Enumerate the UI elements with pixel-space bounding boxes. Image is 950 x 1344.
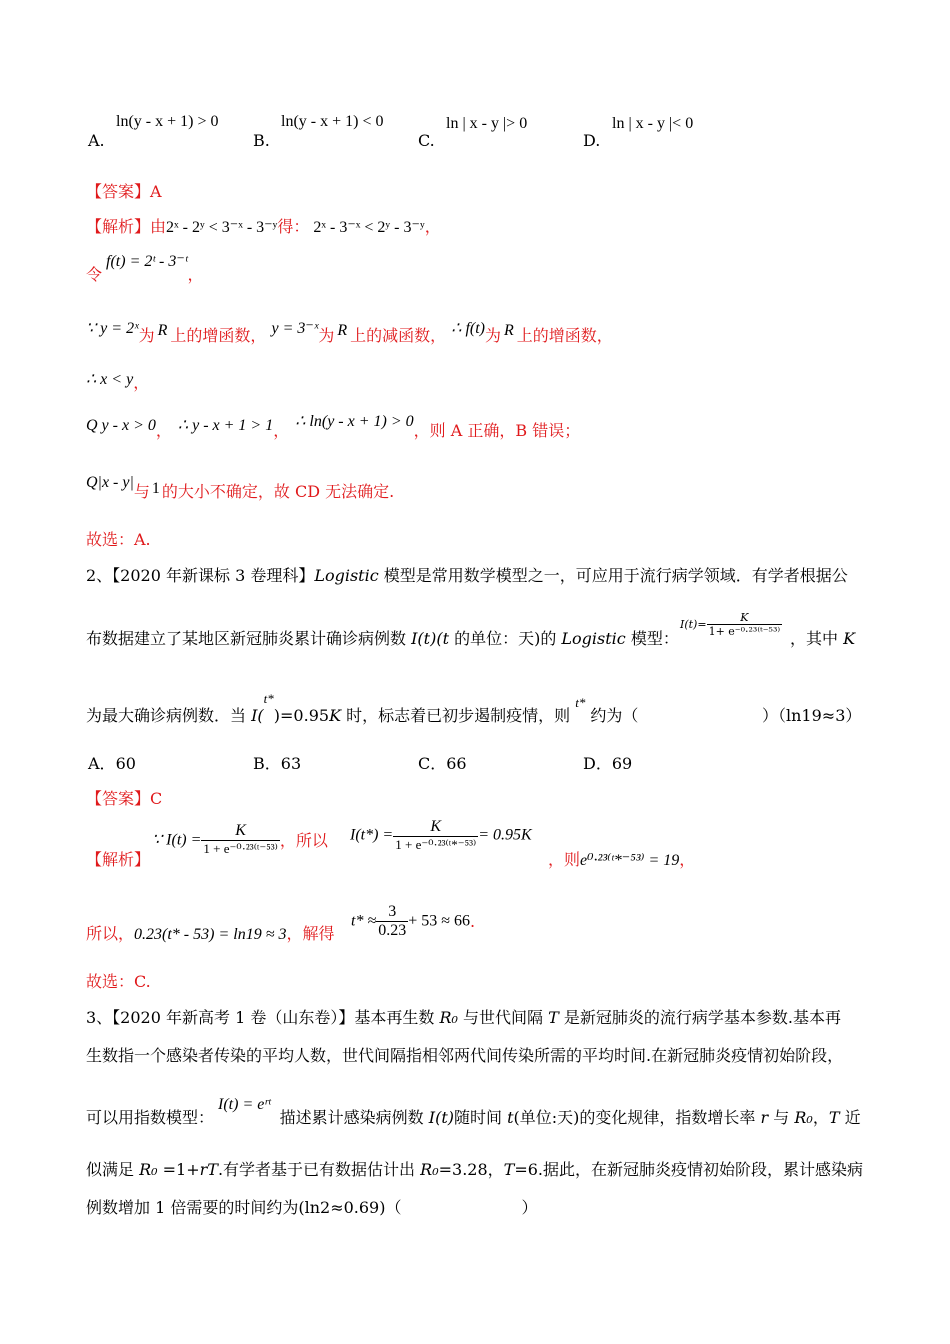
analysis-text: 由 xyxy=(150,217,167,236)
question-text: ，其中 xyxy=(790,629,844,648)
analysis-text: 令 xyxy=(86,265,103,284)
fraction xyxy=(376,903,408,940)
analysis-text: 为 xyxy=(138,326,155,345)
q2-analysis-label: 【解析】 xyxy=(86,850,151,869)
q2-intro-line3-tail: ）（ln19≈3） xyxy=(762,706,862,725)
math-expr: 1 xyxy=(151,480,160,497)
option-letter: A． xyxy=(88,754,116,773)
analysis-text: 为 xyxy=(485,326,502,345)
math-expr: f(t) = 2ᵗ - 3⁻ᵗ xyxy=(106,253,188,270)
q1-option-c-letter: C. xyxy=(418,131,435,150)
q3-line5 xyxy=(86,1195,538,1218)
analysis-text: 上的减函数， xyxy=(350,326,447,345)
fraction xyxy=(707,611,783,638)
q1-option-a-letter: A. xyxy=(88,131,105,150)
analysis-text: 所以， xyxy=(86,924,135,943)
question-text: K xyxy=(329,706,342,725)
q1-analysis-line3 xyxy=(86,320,613,346)
option-letter: B． xyxy=(253,754,281,773)
question-text: 例数增加 1 倍需要的时间约为(ln2≈0.69)（ xyxy=(86,1198,402,1217)
q3-line3 xyxy=(86,1096,861,1128)
math-expr: R xyxy=(157,322,168,339)
question-text: 3、【2020 年新高考 1 卷（山东卷）】基本再生数 xyxy=(86,1008,440,1027)
question-text: T xyxy=(503,1160,515,1179)
fraction xyxy=(201,822,279,857)
analysis-text: 为 xyxy=(318,326,335,345)
question-text: =6.据此，在新冠肺炎疫情初始阶段，累计感染病 xyxy=(514,1160,864,1179)
option-letter: C． xyxy=(418,754,447,773)
q2-analysis-line2 xyxy=(86,921,334,944)
question-text: r xyxy=(760,1108,769,1127)
fraction xyxy=(393,818,478,853)
analysis-text: ， xyxy=(273,421,290,440)
question-text: 2、【2020 年新课标 3 卷理科】 xyxy=(86,566,315,585)
q2-analysis-solution xyxy=(351,903,475,940)
option-value: 69 xyxy=(611,754,633,773)
analysis-text: ， xyxy=(133,373,150,392)
question-text: =1+ xyxy=(157,1160,200,1179)
math-expr: + 53 ≈ 66 xyxy=(408,912,471,930)
fraction-numerator: 3 xyxy=(376,903,408,922)
question-text: =3.28， xyxy=(438,1160,504,1179)
q1-analysis-line1 xyxy=(86,214,441,237)
q1-analysis-line5 xyxy=(86,413,581,441)
math-expr: R xyxy=(337,322,348,339)
question-text: 与 xyxy=(768,1108,795,1127)
question-text: ， xyxy=(812,1108,829,1127)
analysis-text: ， xyxy=(679,850,696,869)
question-text: 似满足 xyxy=(86,1160,140,1179)
math-expr: 0.23(t* - 53) = ln19 ≈ 3 xyxy=(134,926,287,943)
q1-answer: 【答案】A xyxy=(86,182,162,201)
q3-line1 xyxy=(86,1005,841,1028)
q1-option-d-letter: D. xyxy=(583,131,601,150)
q1-option-b-letter: B. xyxy=(253,131,270,150)
question-text: )=0.95 xyxy=(273,706,330,725)
question-text: Logistic xyxy=(314,566,379,585)
question-text: T xyxy=(548,1008,559,1027)
fraction-denominator: 1 + e⁻⁰·²³⁽ᵗ*⁻⁵³⁾ xyxy=(395,837,477,852)
question-text: ） xyxy=(521,1198,538,1217)
q1-choose: 故选：A. xyxy=(86,530,151,549)
fraction-numerator: K xyxy=(201,822,279,841)
question-text: I(t)(t xyxy=(411,629,449,648)
fraction-denominator: 0.23 xyxy=(378,922,407,939)
question-text: R₀ xyxy=(439,1008,458,1027)
fraction-numerator: K xyxy=(707,611,783,625)
option-value: 60 xyxy=(115,754,136,773)
q1-option-b-expr: ln(y - x + 1) < 0 xyxy=(281,113,384,130)
q2-intro-line1 xyxy=(86,563,848,586)
question-text: 约为（ xyxy=(585,706,639,725)
question-text: 随时间 xyxy=(454,1108,508,1127)
q2-analysis-formula1 xyxy=(152,822,328,857)
q2-intro-line2-tail xyxy=(790,626,855,649)
question-text: 布数据建立了某地区新冠肺炎累计确诊病例数 xyxy=(86,629,412,648)
option-letter: D． xyxy=(583,754,612,773)
option-value: 66 xyxy=(446,754,467,773)
question-text: 描述累计感染病例数 xyxy=(274,1108,429,1127)
question-text: I(t) xyxy=(428,1108,455,1127)
q3-line4 xyxy=(86,1157,863,1180)
analysis-text: ， xyxy=(155,421,172,440)
math-expr: ∴ x < y xyxy=(86,371,134,388)
question-text: 时，标志着已初步遏制疫情，则 xyxy=(341,706,576,725)
math-expr: ∴ f(t) xyxy=(451,320,485,337)
q2-option-a xyxy=(88,751,136,774)
question-text: R₀ xyxy=(139,1160,158,1179)
math-expr: R xyxy=(504,322,514,339)
analysis-text: ，则 xyxy=(548,850,581,869)
question-text: 的单位：天)的 xyxy=(449,629,562,648)
math-expr: ∴ ln(y - x + 1) > 0 xyxy=(295,413,414,430)
question-text: t xyxy=(507,1108,514,1127)
q1-analysis-line6 xyxy=(86,474,395,502)
question-text: T xyxy=(828,1108,840,1127)
analysis-text: ，则 A 正确，B 错误； xyxy=(413,421,581,440)
question-text: Logistic xyxy=(561,629,626,648)
question-text: R₀ xyxy=(794,1108,813,1127)
analysis-text: 上的增函数， xyxy=(516,326,613,345)
fraction-denominator: 1 + e⁻⁰·²³⁽ᵗ⁻⁵³⁾ xyxy=(203,841,278,856)
math-expr: = 0.95K xyxy=(478,826,532,844)
q3-line2: 生数指一个感染者传染的平均人数，世代间隔指相邻两代间传染所需的平均时间.在新冠肺炎疫情初始阶段， xyxy=(86,1046,844,1065)
q2-choose: 故选：C. xyxy=(86,972,151,991)
math-expr: I(t*) = xyxy=(350,826,394,844)
q2-intro-line2 xyxy=(86,626,679,649)
math-expr: 2ˣ - 3⁻ˣ < 2ʸ - 3⁻ʸ xyxy=(313,219,425,236)
analysis-text: . xyxy=(470,912,476,931)
question-text: 为最大确诊病例数．当 xyxy=(86,706,252,725)
q1-option-c-expr: ln | x - y |> 0 xyxy=(446,115,528,132)
question-text: 模型是常用数学模型之一，可应用于流行病学领域．有学者根据公 xyxy=(378,566,848,585)
q2-analysis-formula2 xyxy=(350,818,532,853)
question-text: I( xyxy=(251,706,264,725)
math-expr: ∴ y - x + 1 > 1 xyxy=(177,417,274,434)
fraction-numerator: K xyxy=(393,818,478,837)
q2-option-c xyxy=(418,751,467,774)
q1-option-a-expr: ln(y - x + 1) > 0 xyxy=(116,113,219,130)
analysis-text: 得： xyxy=(277,217,310,236)
q2-model-formula xyxy=(680,611,782,638)
analysis-text: ， xyxy=(187,265,204,284)
question-text: 是新冠肺炎的流行病学基本参数.基本再 xyxy=(558,1008,841,1027)
analysis-text: ， xyxy=(424,217,441,236)
question-text: 近 xyxy=(839,1108,861,1127)
math-expr: ∵ y = 2ˣ xyxy=(86,320,139,337)
question-text: R₀ xyxy=(420,1160,439,1179)
q2-intro-line3 xyxy=(86,691,639,726)
question-text: K xyxy=(843,629,856,648)
analysis-text: ，解得 xyxy=(286,924,335,943)
q1-analysis-line2 xyxy=(86,253,204,285)
analysis-label: 【解析】 xyxy=(86,217,151,236)
math-expr: I(t)= xyxy=(680,618,707,631)
question-text: 模型： xyxy=(625,629,679,648)
q2-analysis-formula3 xyxy=(548,847,695,870)
analysis-text: 的大小不确定，故 CD 无法确定. xyxy=(161,482,395,501)
math-expr: 2ˣ - 2ʸ < 3⁻ˣ - 3⁻ʸ xyxy=(166,219,278,236)
analysis-text: ，所以 xyxy=(279,831,328,850)
question-text: (单位:天)的变化规律，指数增长率 xyxy=(513,1108,761,1127)
math-expr: ∵ I(t) = xyxy=(152,831,202,849)
math-expr: Q|x - y| xyxy=(86,474,134,491)
q2-answer: 【答案】C xyxy=(86,789,163,808)
fraction-denominator: 1+ e⁻⁰·²³⁽ᵗ⁻⁵³⁾ xyxy=(708,625,781,638)
question-text: .有学者基于已有数据估计出 xyxy=(217,1160,421,1179)
math-expr: t* xyxy=(575,695,586,710)
analysis-text: 与 xyxy=(133,482,150,501)
analysis-text: 上的增函数， xyxy=(170,326,267,345)
q2-option-b xyxy=(253,751,301,774)
math-expr: t* ≈ xyxy=(351,912,377,930)
math-expr: I(t) = eʳᵗ xyxy=(218,1096,271,1113)
q1-option-d-expr: ln | x - y |< 0 xyxy=(612,115,694,132)
question-text: 与世代间隔 xyxy=(457,1008,549,1027)
math-expr: Q y - x > 0 xyxy=(86,417,156,434)
math-expr: y = 3⁻ˣ xyxy=(271,320,319,337)
math-expr: e⁰·²³⁽ᵗ*⁻⁵³⁾ = 19 xyxy=(580,852,680,869)
question-text: 可以用指数模型： xyxy=(86,1108,215,1127)
math-expr: t* xyxy=(263,691,274,706)
q2-option-d xyxy=(583,751,632,774)
question-text: rT xyxy=(199,1160,218,1179)
option-value: 63 xyxy=(280,754,302,773)
q1-analysis-line4 xyxy=(86,370,149,393)
